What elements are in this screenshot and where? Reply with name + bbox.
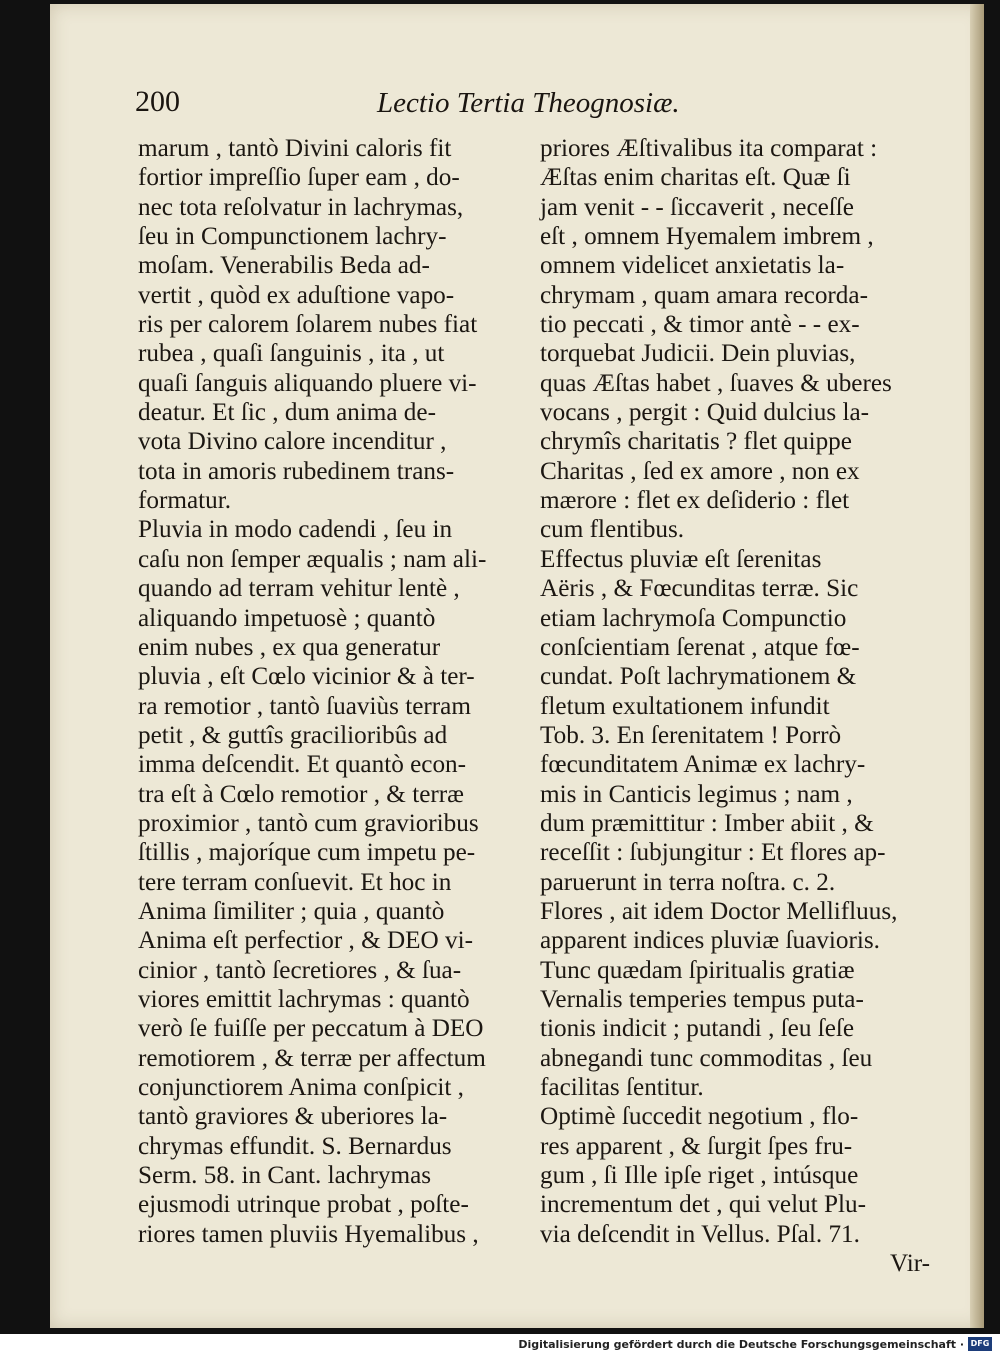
text-line: Anima ſimiliter ; quia , quantò	[138, 897, 445, 925]
text-line: nec tota reſolvatur in lachrymas,	[138, 193, 464, 221]
text-line: riores tamen pluviis Hyemalibus ,	[138, 1220, 479, 1248]
text-line: formatur.	[138, 487, 232, 515]
text-line: enim nubes , ex qua generatur	[138, 633, 441, 661]
text-line: Flores , ait idem Doctor Mellifluus,	[540, 897, 898, 925]
text-line: torquebat Judicii. Dein pluvias,	[540, 340, 856, 368]
text-line: imma deſcendit. Et quantò econ-	[138, 751, 467, 779]
text-line: Serm. 58. in Cant. lachrymas	[138, 1162, 432, 1190]
footer-bar	[0, 1334, 1000, 1356]
text-line: fortior impreſſio ſuper eam , do-	[138, 164, 460, 192]
text-line: via deſcendit in Vellus. Pſal. 71.	[540, 1220, 860, 1248]
page-edge	[970, 4, 984, 1328]
footer-credit: Digitalisierung gefördert durch die Deutsche Forschungsgemeinschaft ·	[518, 1338, 964, 1351]
text-line: Tob. 3. En ſerenitatem ! Porrò	[540, 721, 842, 749]
text-line: dum præmittitur : Imber abiit , &	[540, 809, 874, 837]
right-text-column	[540, 134, 930, 1278]
text-line: ris per calorem ſolarem nubes fiat	[138, 311, 478, 339]
text-line: marum , tantò Divini caloris fit	[138, 135, 452, 162]
text-line: aliquando impetuosè ; quantò	[138, 604, 436, 632]
text-line: Anima eſt perfectior , & DEO vi-	[138, 927, 474, 955]
text-line: chrymam , quam amara recorda-	[540, 281, 868, 309]
text-line: incrementum det , qui velut Plu-	[540, 1191, 866, 1219]
text-line: pluvia , eſt Cœlo vicinior & à ter-	[138, 663, 475, 691]
text-line: etiam lachrymoſa Compunctio	[540, 604, 847, 632]
text-line: tere terram conſuevit. Et hoc in	[138, 868, 452, 896]
running-title: Lectio Tertia Theognosiæ.	[377, 87, 680, 119]
text-line: deatur. Et ſic , dum anima de-	[138, 399, 436, 427]
text-line: paruerunt in terra noſtra. c. 2.	[540, 868, 836, 896]
text-line: quas Æſtas habet , ſuaves & uberes	[540, 369, 892, 397]
text-line: tantò graviores & uberiores la-	[138, 1103, 448, 1131]
text-line: ſeu in Compunctionem lachry-	[138, 223, 447, 251]
text-line: conjunctiorem Anima conſpicit ,	[138, 1074, 464, 1101]
text-line: gum , ſi Ille ipſe riget , intúsque	[540, 1162, 859, 1190]
text-line: cinior , tantò ſecretiores , & ſua-	[138, 956, 462, 984]
text-line: vertit , quòd ex aduſtione vapo-	[138, 281, 455, 309]
text-line: eſt , omnem Hyemalem imbrem ,	[540, 223, 874, 251]
text-line: fletum exultationem infundit	[540, 692, 830, 720]
text-line: receſſit : ſubjungitur : Et flores ap-	[540, 839, 886, 867]
text-line: priores Æſtivalibus ita comparat :	[540, 135, 878, 162]
text-line: tionis indicit ; putandi , ſeu ſeſe	[540, 1015, 855, 1043]
text-line: ra remotior , tantò ſuaviùs terram	[138, 692, 471, 720]
text-line: Æſtas enim charitas eſt. Quæ ſi	[540, 164, 851, 192]
text-line: Vernalis temperies tempus puta-	[540, 985, 864, 1013]
text-line: mis in Canticis legimus ; nam ,	[540, 780, 853, 808]
text-line: viores emittit lachrymas : quantò	[138, 985, 470, 1013]
text-line: Vir-	[890, 1250, 930, 1278]
text-line: moſam. Venerabilis Beda ad-	[138, 252, 430, 280]
text-line: Tunc quædam ſpiritualis gratiæ	[540, 956, 855, 984]
text-line: Pluvia in modo cadendi , ſeu in	[138, 516, 453, 544]
text-line: ejusmodi utrinque probat , poſte-	[138, 1191, 469, 1219]
text-line: quaſi ſanguis aliquando pluere vi-	[138, 369, 477, 397]
text-line: verò ſe fuiſſe per peccatum à DEO	[138, 1015, 484, 1043]
text-line: quando ad terram vehitur lentè ,	[138, 575, 460, 603]
text-line: vota Divino calore incenditur ,	[138, 428, 447, 456]
text-line: Effectus pluviæ eſt ſerenitas	[540, 545, 822, 573]
text-line: facilitas ſentitur.	[540, 1074, 704, 1101]
text-line: jam venit - - ſiccaverit , neceſſe	[540, 193, 854, 221]
text-line: ſtillis , majoríque cum impetu pe-	[138, 839, 476, 867]
text-line: vocans , pergit : Quid dulcius la-	[540, 399, 870, 427]
text-line: fœcunditatem Animæ ex lachry-	[540, 751, 866, 779]
text-line: chrymas effundit. S. Bernardus	[138, 1132, 452, 1160]
text-line: conſcientiam ſerenat , atque fœ-	[540, 633, 860, 661]
text-line: remotiorem , & terræ per affectum	[138, 1044, 486, 1072]
page-number: 200	[135, 85, 180, 118]
text-line: cum flentibus.	[540, 516, 685, 544]
text-line: Aëris , & Fœcunditas terræ. Sic	[540, 575, 859, 603]
dfg-logo: DFG	[968, 1337, 992, 1351]
page-header	[135, 83, 755, 127]
text-line: omnem videlicet anxietatis la-	[540, 252, 845, 280]
text-line: mærore : flet ex deſiderio : flet	[540, 487, 850, 515]
text-line: abnegandi tunc commoditas , ſeu	[540, 1044, 873, 1072]
left-text-column	[138, 134, 528, 1249]
text-line: cundat. Poſt lachrymationem &	[540, 663, 857, 691]
text-line: petit , & guttîs gracilioribûs ad	[138, 721, 448, 749]
text-line: tota in amoris rubedinem trans-	[138, 457, 455, 485]
text-line: Charitas , ſed ex amore , non ex	[540, 457, 860, 485]
text-line: proximior , tantò cum gravioribus	[138, 809, 479, 837]
text-line: Optimè ſuccedit negotium , flo-	[540, 1103, 859, 1131]
text-line: apparent indices pluviæ ſuavioris.	[540, 927, 880, 955]
text-line: caſu non ſemper æqualis ; nam ali-	[138, 545, 487, 573]
text-line: rubea , quaſi ſanguinis , ita , ut	[138, 340, 445, 368]
text-line: tio peccati , & timor antè - - ex-	[540, 311, 860, 339]
text-line: chrymîs charitatis ? flet quippe	[540, 428, 852, 456]
text-line: res apparent , & ſurgit ſpes fru-	[540, 1132, 853, 1160]
text-line: tra eſt à Cœlo remotior , & terræ	[138, 780, 464, 808]
